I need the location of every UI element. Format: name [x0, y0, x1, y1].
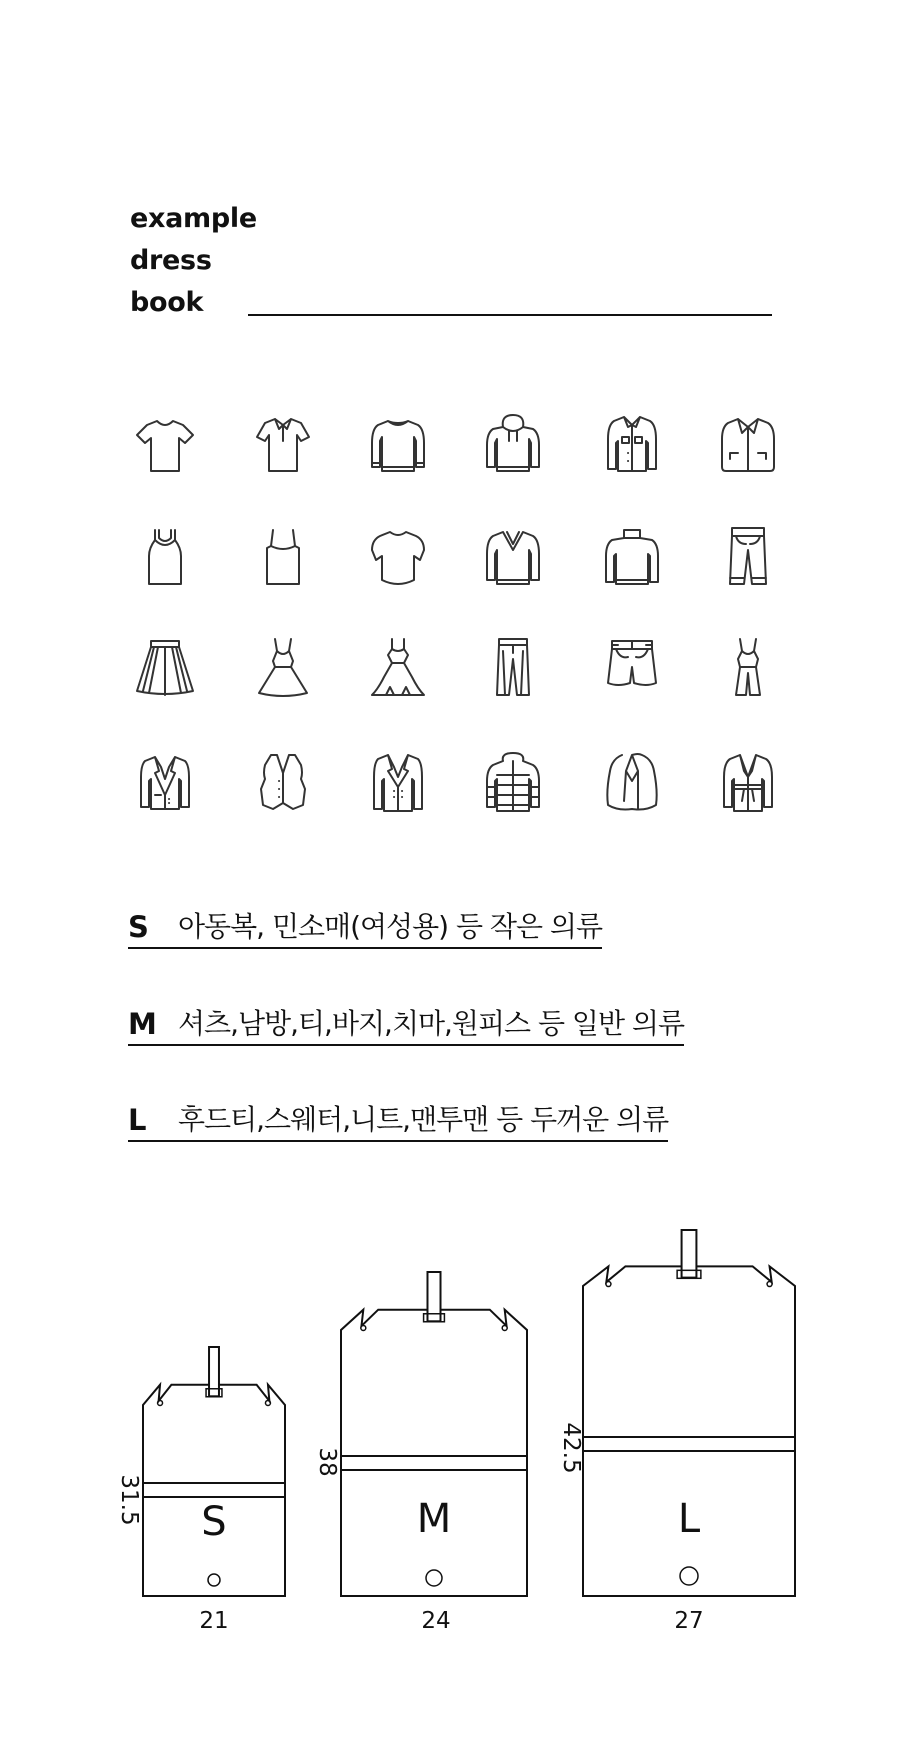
bag-width-label: 21	[199, 1608, 229, 1634]
size-description: 셔츠,남방,티,바지,치마,원피스 등 일반 의류	[178, 1007, 685, 1040]
bag-s	[116, 1347, 285, 1634]
eyelet-hole	[426, 1570, 442, 1586]
bag-height-label: 31.5	[116, 1474, 142, 1526]
bag-height-label: 38	[314, 1447, 340, 1477]
eyelet-hole	[208, 1574, 220, 1586]
snap-hole-right	[767, 1282, 772, 1287]
size-description: 아동복, 민소매(여성용) 등 작은 의류	[178, 910, 603, 943]
bag-outline	[143, 1385, 285, 1596]
bag-size-letter: M	[416, 1496, 452, 1542]
size-letter: M	[128, 1007, 157, 1041]
bag-m	[314, 1272, 527, 1634]
size-letter: L	[128, 1103, 147, 1137]
bag-width-label: 24	[421, 1608, 451, 1634]
bag-outline	[341, 1310, 527, 1596]
bag-size-letter: S	[201, 1499, 227, 1545]
title-line-2: dress	[130, 245, 212, 276]
snap-hole-left	[606, 1282, 611, 1287]
eyelet-hole	[680, 1567, 698, 1585]
title-line-1: example	[130, 203, 257, 234]
snap-hole-right	[502, 1325, 507, 1330]
size-description: 후드티,스웨터,니트,맨투맨 등 두꺼운 의류	[178, 1103, 669, 1136]
bag-height-label: 42.5	[558, 1422, 584, 1474]
size-letter: S	[128, 910, 149, 944]
bag-size-letter: L	[677, 1496, 701, 1542]
snap-hole-left	[158, 1400, 163, 1405]
title-line-3: book	[130, 287, 204, 318]
snap-hole-right	[265, 1400, 270, 1405]
bag-l	[558, 1230, 795, 1634]
snap-hole-left	[361, 1325, 366, 1330]
bag-width-label: 27	[674, 1608, 704, 1634]
bag-outline	[583, 1266, 795, 1596]
